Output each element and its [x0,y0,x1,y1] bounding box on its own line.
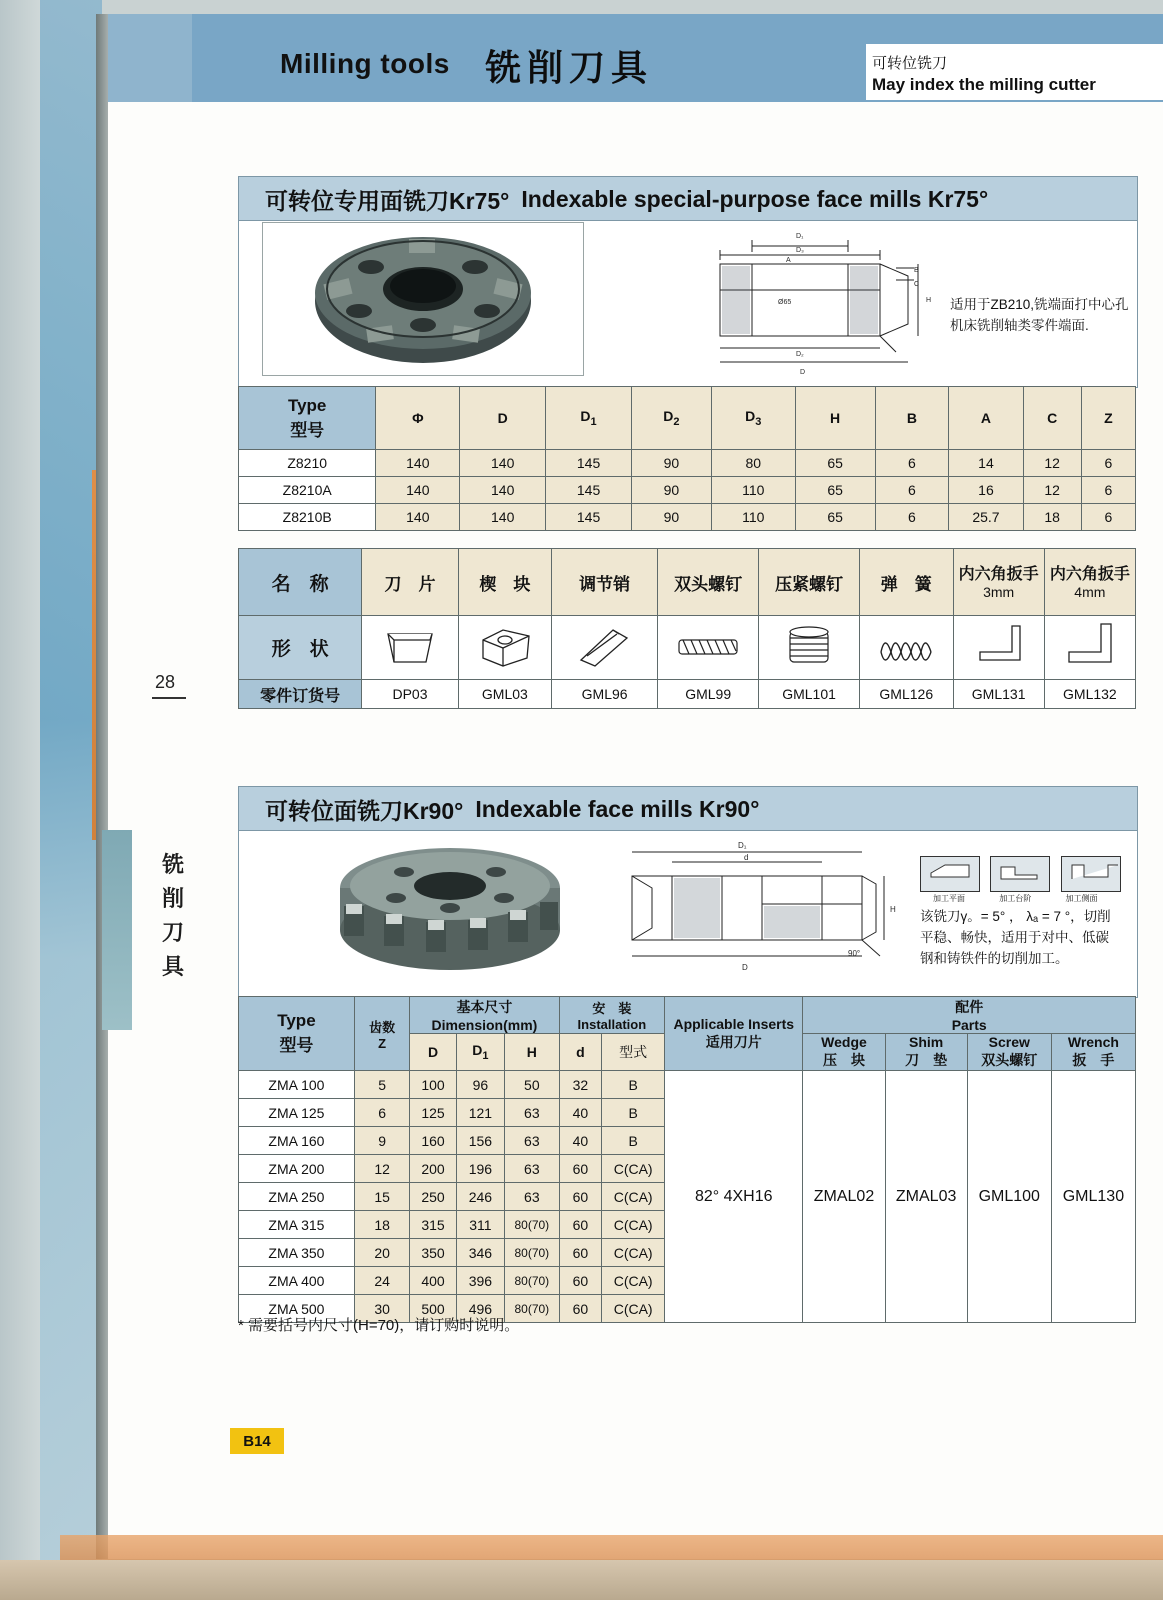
page-code-badge: B14 [230,1428,284,1454]
machining-icons [920,856,1121,904]
shape-spring-icon [860,616,954,680]
svg-text:A: A [786,257,791,264]
svg-text:C: C [914,281,920,288]
svg-text:H: H [890,905,896,914]
cell: C(CA) [602,1267,665,1295]
cell: 145 [546,450,632,477]
cell: 60 [559,1239,602,1267]
parts-row-label-name: 名 称 [239,549,362,616]
header-phi: Φ [376,387,460,450]
machining-plane-icon [920,856,980,892]
cell: 60 [559,1211,602,1239]
header-a: A [949,387,1023,450]
machining-side-icon [1061,856,1121,892]
cell-wrench: GML130 [1051,1071,1135,1323]
cell: 63 [505,1183,560,1211]
parts-row-label-order: 零件订货号 [239,680,362,709]
section2-note: 该铣刀γ。= 5° ， λₐ = 7 °，切削平稳、畅快，适用于对中、低碳钢和铸铁件的切削加工。 [920,909,1111,966]
table-row [239,450,1136,477]
section2-title-cn: 可转位面铣刀Kr90° [265,797,464,824]
subheader-d: D [410,1034,456,1071]
header-subtitle-en: May index the milling cutter [872,75,1096,94]
header-dimension-group: 基本尺寸 Dimension(mm) [410,997,559,1034]
cell-type: ZMA 350 [239,1239,355,1267]
cell: 20 [354,1239,409,1267]
section1-note: 适用于ZB210,铣端面打中心孔机床铣削轴类零件端面. [950,297,1129,333]
header-d1: $D_1$ [546,387,632,450]
svg-text:D: D [800,369,806,376]
svg-text:90°: 90° [848,949,861,958]
header-type: Type 型号 [239,997,355,1071]
subheader-d1: $D_1$ [456,1034,504,1071]
section2-title-bar [238,786,1138,832]
section1-title-en: Indexable special-purpose face mills Kr75° [521,185,989,212]
cell: 18 [354,1211,409,1239]
header-shim: Shim 刀 垫 [885,1034,967,1071]
face-mill-kr90-photo [300,836,600,986]
cell: 60 [559,1267,602,1295]
cell-inserts: 82° 4XH16 [665,1071,803,1323]
cell: 6 [875,504,949,531]
svg-text:d: d [744,853,749,862]
cell-wedge: ZMAL02 [803,1071,885,1323]
subheader-style: 型式 [602,1034,665,1071]
header-teeth: 齿数 Z [354,997,409,1071]
shape-hex-wrench-icon [1044,616,1135,680]
cell: 396 [456,1267,504,1295]
cell: 63 [505,1099,560,1127]
header-type: Type 型号 [239,387,376,450]
part-order-number: GML96 [551,680,657,709]
header-inserts: Applicable Inserts 适用刀片 [665,997,803,1071]
cell: 160 [410,1127,456,1155]
header-d: D [460,387,546,450]
cell: 80(70) [505,1211,560,1239]
cell: 65 [795,450,875,477]
cell: 80(70) [505,1267,560,1295]
cell: 50 [505,1071,560,1099]
cell-type: Z8210B [239,504,376,531]
cell-screw: GML100 [967,1071,1051,1323]
cell: 500 [410,1295,456,1323]
cell: 12 [354,1155,409,1183]
parts-name-row [239,549,1136,616]
cell: 110 [711,504,795,531]
cell: 80 [711,450,795,477]
cell: 346 [456,1239,504,1267]
cell-type: ZMA 250 [239,1183,355,1211]
cell: 90 [631,504,711,531]
header-wedge: Wedge 压 块 [803,1034,885,1071]
cell: 110 [711,477,795,504]
cell: 125 [410,1099,456,1127]
cell-type: ZMA 125 [239,1099,355,1127]
cell-type: Z8210A [239,477,376,504]
cell: 63 [505,1155,560,1183]
cell: 63 [505,1127,560,1155]
cell: 145 [546,477,632,504]
header-b: B [875,387,949,450]
cell: C(CA) [602,1155,665,1183]
cell: 90 [631,450,711,477]
header-installation-group: 安 装 Installation [559,997,665,1034]
header-band-left [108,14,194,102]
cell: 196 [456,1155,504,1183]
section1-title-bar [238,176,1138,222]
cell: 18 [1023,504,1081,531]
cell: 32 [559,1071,602,1099]
cell: 350 [410,1239,456,1267]
svg-text:D₃: D₃ [796,247,804,254]
cell: 400 [410,1267,456,1295]
cell: B [602,1071,665,1099]
cell: 40 [559,1099,602,1127]
machining-icon-label: 加工台阶 [999,894,1032,903]
cell: 121 [456,1099,504,1127]
kr90-section-drawing [612,836,912,986]
svg-text:D₁: D₁ [796,233,804,240]
part-order-number: DP03 [362,680,459,709]
section1-title-cn: 可转位专用面铣刀Kr75° [265,187,510,214]
cell: 6 [1081,504,1135,531]
kr75-parts-table [238,548,1136,709]
shape-insert-icon [362,616,459,680]
shape-double-head-screw-icon [658,616,759,680]
part-order-number: GML99 [658,680,759,709]
cell: 60 [559,1183,602,1211]
cell: 315 [410,1211,456,1239]
cell: 65 [795,504,875,531]
part-order-number: GML132 [1044,680,1135,709]
cell: 6 [875,477,949,504]
cell: 140 [376,477,460,504]
header-parts-group: 配件 Parts [803,997,1136,1034]
side-tab-label: 铣削刀具 [161,852,184,979]
header-subtitle-cn: 可转位铣刀 [872,55,948,72]
parts-order-row [239,680,1136,709]
cell: C(CA) [602,1295,665,1323]
header-c: C [1023,387,1081,450]
table-header-row-1 [239,997,1136,1034]
cell: 9 [354,1127,409,1155]
cell: 140 [376,504,460,531]
table-row [239,477,1136,504]
cell: 156 [456,1127,504,1155]
header-title-en: Milling tools [280,48,450,79]
table-row [239,504,1136,531]
cell: 25.7 [949,504,1023,531]
machining-icon-label: 加工侧面 [1065,894,1098,903]
cell: 311 [456,1211,504,1239]
page-number-rule [152,697,186,699]
svg-text:D₂: D₂ [796,351,804,358]
header-wrench: Wrench 扳 手 [1051,1034,1135,1071]
header-screw: Screw 双头螺钉 [967,1034,1051,1071]
part-name: 刀 片 [362,549,459,616]
svg-text:D₁: D₁ [738,841,747,850]
bottom-edge [0,1560,1163,1600]
cell: B [602,1127,665,1155]
table-header-row [239,387,1136,450]
side-tab [102,830,132,1030]
cell: C(CA) [602,1239,665,1267]
header-d2: $D_2$ [631,387,711,450]
svg-text:B: B [914,267,919,274]
part-name: 内六角扳手 3mm [953,549,1044,616]
part-name: 弹 簧 [860,549,954,616]
kr75-section-drawing [700,224,940,380]
shape-hex-wrench-icon [953,616,1044,680]
cell: 60 [559,1155,602,1183]
cell: 90 [631,477,711,504]
cell: 100 [410,1071,456,1099]
cell: 15 [354,1183,409,1211]
cell: 246 [456,1183,504,1211]
cell: 6 [354,1099,409,1127]
shape-clamp-screw-icon [759,616,860,680]
cell: 30 [354,1295,409,1323]
cell: 6 [1081,477,1135,504]
part-order-number: GML03 [458,680,551,709]
cell-type: ZMA 200 [239,1155,355,1183]
cell-type: ZMA 100 [239,1071,355,1099]
parts-row-label-shape: 形 状 [239,616,362,680]
cell: B [602,1099,665,1127]
part-name: 内六角扳手 4mm [1044,549,1135,616]
shape-pin-icon [551,616,657,680]
cell: C(CA) [602,1211,665,1239]
header-title-cn: 铣削刀具 [485,47,654,88]
cell-type: ZMA 160 [239,1127,355,1155]
cell: 14 [949,450,1023,477]
part-name: 双头螺钉 [658,549,759,616]
cell: 96 [456,1071,504,1099]
cell: 250 [410,1183,456,1211]
cell: 12 [1023,450,1081,477]
part-name: 调节销 [551,549,657,616]
cell: 12 [1023,477,1081,504]
cell-type: ZMA 400 [239,1267,355,1295]
svg-text:D: D [742,963,748,972]
header-d3: $D_3$ [711,387,795,450]
cell: 200 [410,1155,456,1183]
kr75-spec-table [238,386,1136,531]
shape-wedge-icon [458,616,551,680]
cell: 6 [1081,450,1135,477]
cell-type: Z8210 [239,450,376,477]
cell: 60 [559,1295,602,1323]
svg-text:H: H [926,297,932,304]
cell: 140 [376,450,460,477]
kr90-spec-table [238,996,1136,1323]
cell: 140 [460,504,546,531]
parts-shape-row [239,616,1136,680]
cell: 80(70) [505,1295,560,1323]
header-h: H [795,387,875,450]
part-name: 楔 块 [458,549,551,616]
part-order-number: GML101 [759,680,860,709]
cell: 80(70) [505,1239,560,1267]
page-number: 28 [155,672,176,692]
cell-shim: ZMAL03 [885,1071,967,1323]
part-order-number: GML131 [953,680,1044,709]
cell: 140 [460,477,546,504]
cell-type: ZMA 500 [239,1295,355,1323]
part-order-number: GML126 [860,680,954,709]
face-mill-kr75-photo [262,222,584,376]
header-z: Z [1081,387,1135,450]
machining-step-icon [990,856,1050,892]
cell: 145 [546,504,632,531]
cell: 140 [460,450,546,477]
part-name: 压紧螺钉 [759,549,860,616]
section2-footnote: * 需要括号内尺寸(H=70)，请订购时说明。 [238,1317,520,1334]
svg-text:Ø65: Ø65 [778,299,792,306]
cell: 65 [795,477,875,504]
cell: 16 [949,477,1023,504]
section2-title-en: Indexable face mills Kr90° [475,795,760,822]
cell: 496 [456,1295,504,1323]
cell: 6 [875,450,949,477]
subheader-h: H [505,1034,560,1071]
table-row [239,1071,1136,1099]
cell: 40 [559,1127,602,1155]
subheader-d-small: d [559,1034,602,1071]
cell: 24 [354,1267,409,1295]
cell-type: ZMA 315 [239,1211,355,1239]
cell: C(CA) [602,1183,665,1211]
cell: 5 [354,1071,409,1099]
machining-icon-label: 加工平面 [933,894,965,903]
